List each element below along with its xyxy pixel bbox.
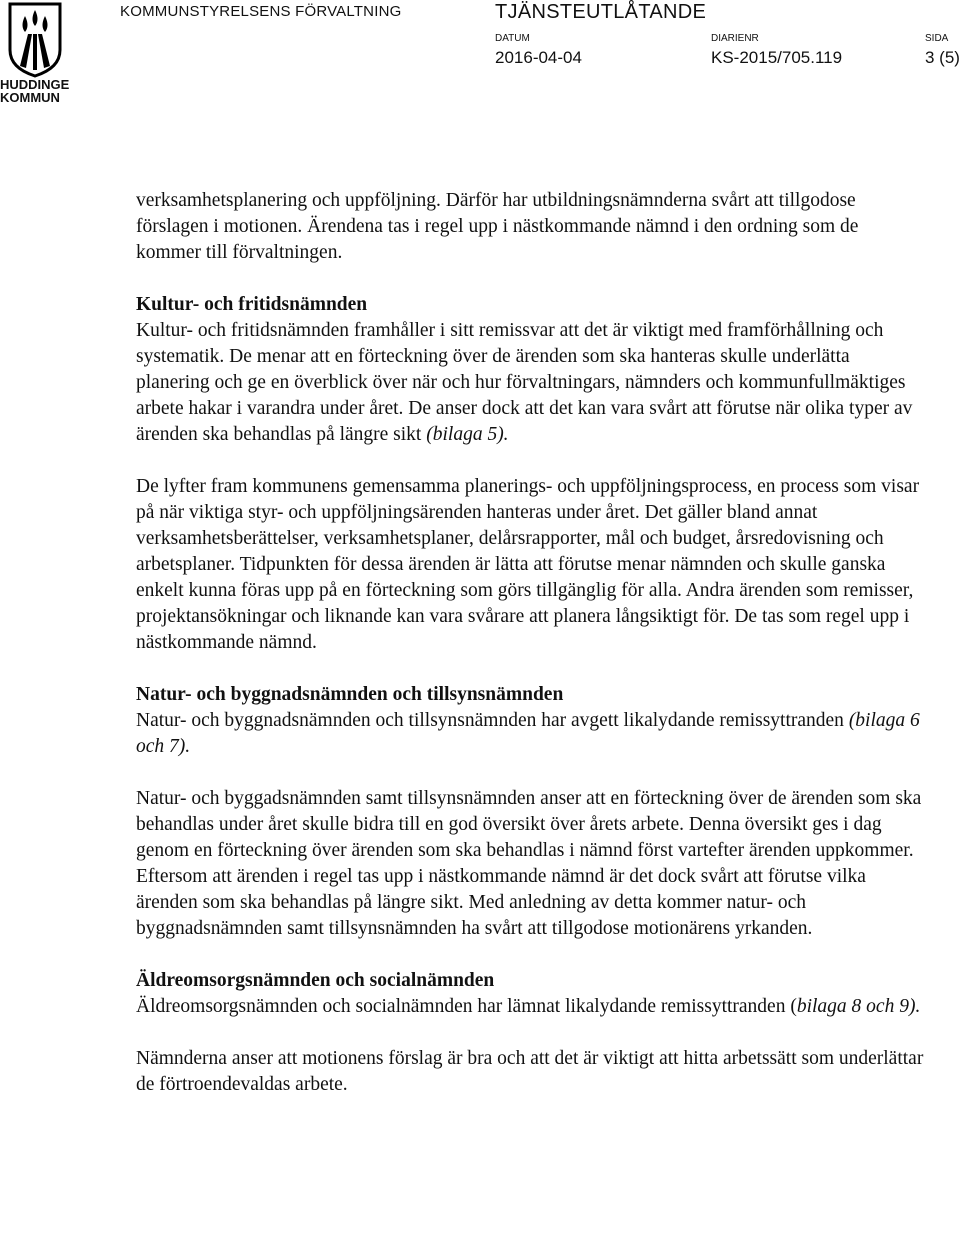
page-number: 3 (5) <box>925 48 960 67</box>
paragraph-text: Äldreomsorgsnämnden och socialnämnden har lämnat likalydande remissyttranden ( <box>136 996 797 1017</box>
paragraph-nature-2: Natur- och byggadsnämnden samt tillsynsnämnden anser att en förteckning över de ärenden som ska behandlas under året skulle bidra till en god översikt över årets arbete. Denna översikt ges i dag genom en förteckning över ärenden som ska behandlas i nämnd först vartefter ärenden uppkommer. Eftersom att ärenden i regel tas upp i nästkommande nämnd är det dock svårt att förutse vilka ärenden som ska behandlas på längre sikt. Med anledning av detta kommer natur- och byggnadsnämnden samt tillsynsnämnden ha svårt att tillgodose motionärens yrkanden. <box>136 788 922 939</box>
paragraph-culture-2: De lyfter fram kommunens gemensamma planerings- och uppföljningsprocess, en process som visar på när viktiga styr- och uppföljningsärenden hanteras under året. Det gäller bland annat verksamhetsberättelser, verksamhetsplaner, delårsrapporter, mål och budget, årsredovisning och arbetsplaner. Tidpunkten för dessa ärenden är lätta att förutse menar nämnden och skulle ganska enkelt kunna föras upp på en förteckning som görs tillgänglig för alla. Andra ärenden som remisser, projektansökningar och liknande kan vara svårare att planera långsiktigt för. De tas som regel upp i nästkommande nämnd. <box>136 476 920 653</box>
logo-wordmark <box>0 78 75 104</box>
paragraph-text: Natur- och byggnadsnämnden och tillsynsnämnden har avgett likalydande remissyttranden <box>136 710 849 731</box>
paragraph-elderly-1 <box>136 994 926 1020</box>
section-heading-culture: Kultur- och fritidsnämnden <box>136 294 368 315</box>
attachment-reference: bilaga 8 och 9). <box>796 996 921 1017</box>
paragraph-nature-1 <box>136 708 926 760</box>
document-type: TJÄNSTEUTLÅTANDE <box>495 1 707 23</box>
paragraph-intro: verksamhetsplanering och uppföljning. Därför har utbildningsnämnderna svårt att tillgodose förslagen i motionen. Ärendena tas i regel upp i nästkommande nämnd i den ordning som de kommer till förvaltningen. <box>136 190 859 263</box>
logo-line-2: KOMMUN <box>0 90 60 105</box>
reference-value: KS-2015/705.119 <box>711 48 843 67</box>
date-value: 2016-04-04 <box>495 48 582 67</box>
logo-line-1: HUDDINGE <box>0 77 70 92</box>
section-heading-nature: Natur- och byggnadsnämnden och tillsynsnämnden <box>136 684 564 705</box>
organization-name: KOMMUNSTYRELSENS FÖRVALTNING <box>120 3 402 20</box>
page-label: SIDA <box>925 33 949 44</box>
municipality-logo <box>0 0 75 110</box>
paragraph-text: Kultur- och fritidsnämnden framhåller i sitt remissvar att det är viktigt med framförhållning och systematik. De menar att en förteckning över de ärenden som ska hanteras skulle underlätta planering och ge en överblick över när och hur förvaltningars, nämnders och kommunfullmäktiges arbete hakar i varandra under året. De anser dock att det kan vara svårt att förutse när olika typer av ärenden ska behandlas på längre sikt <box>136 320 913 445</box>
attachment-reference: (bilaga 5). <box>426 424 509 445</box>
coat-of-arms-icon <box>6 2 64 78</box>
section-heading-elderly: Äldreomsorgsnämnden och socialnämnden <box>136 970 495 991</box>
paragraph-elderly-2: Nämnderna anser att motionens förslag är bra och att det är viktigt att hitta arbetssätt som underlättar de förtroendevaldas arbete. <box>136 1048 924 1095</box>
paragraph-culture-1 <box>136 318 926 448</box>
date-label: DATUM <box>495 33 530 44</box>
document-body <box>136 188 926 1098</box>
attachment-reference: (bilaga 6 och 7). <box>136 710 920 757</box>
reference-label: DIARIENR <box>711 33 759 44</box>
